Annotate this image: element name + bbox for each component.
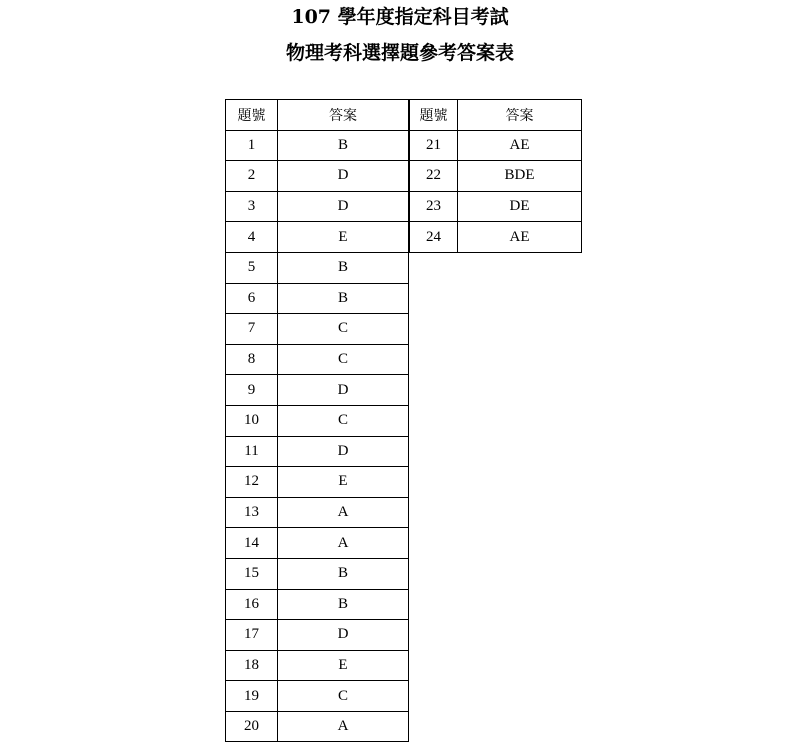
header-answer: 答案: [458, 100, 582, 131]
question-number: 20: [226, 711, 278, 742]
answer-value: D: [278, 375, 409, 406]
question-number: 15: [226, 558, 278, 589]
header-question-number: 題號: [226, 100, 278, 131]
table-row: [226, 528, 409, 559]
table-row: [226, 589, 409, 620]
answer-value: B: [278, 283, 409, 314]
question-number: 5: [226, 252, 278, 283]
table-row: [226, 467, 409, 498]
question-number: 23: [410, 191, 458, 222]
table-row: [226, 497, 409, 528]
question-number: 3: [226, 191, 278, 222]
document-subtitle: 物理考科選擇題參考答案表: [285, 42, 514, 64]
answer-value: D: [278, 620, 409, 651]
question-number: 21: [410, 130, 458, 161]
question-number: 14: [226, 528, 278, 559]
table-row: [226, 436, 409, 467]
question-number: 4: [226, 222, 278, 253]
table-row: [226, 620, 409, 651]
document-title: 107 學年度指定科目考試: [291, 6, 509, 28]
table-row: [226, 314, 409, 345]
question-number: 18: [226, 650, 278, 681]
table-row: [226, 130, 409, 161]
table-row: [226, 344, 409, 375]
answer-rows-left: [226, 130, 409, 742]
question-number: 11: [226, 436, 278, 467]
answer-value: A: [278, 497, 409, 528]
question-number: 22: [410, 161, 458, 192]
answer-table-right: [409, 99, 582, 253]
answer-value: AE: [458, 130, 582, 161]
answer-value: C: [278, 681, 409, 712]
answer-rows-right: [410, 130, 582, 252]
answer-value: C: [278, 405, 409, 436]
table-row: [410, 222, 582, 253]
table-row: [226, 222, 409, 253]
table-row: [226, 558, 409, 589]
table-row: [410, 161, 582, 192]
table-row: [226, 161, 409, 192]
table-row: [410, 191, 582, 222]
question-number: 1: [226, 130, 278, 161]
answer-table-left: [225, 99, 409, 742]
answer-value: B: [278, 558, 409, 589]
table-row: [226, 405, 409, 436]
question-number: 8: [226, 344, 278, 375]
answer-value: E: [278, 467, 409, 498]
answer-value: B: [278, 130, 409, 161]
header-answer: 答案: [278, 100, 409, 131]
table-row: [226, 252, 409, 283]
answer-value: D: [278, 191, 409, 222]
answer-value: C: [278, 314, 409, 345]
question-number: 13: [226, 497, 278, 528]
answer-value: D: [278, 436, 409, 467]
question-number: 17: [226, 620, 278, 651]
table-header-row: [226, 100, 409, 131]
answer-value: A: [278, 711, 409, 742]
question-number: 9: [226, 375, 278, 406]
answer-value: DE: [458, 191, 582, 222]
answer-value: BDE: [458, 161, 582, 192]
table-row: [410, 130, 582, 161]
answer-value: B: [278, 252, 409, 283]
question-number: 10: [226, 405, 278, 436]
table-row: [226, 375, 409, 406]
answer-value: D: [278, 161, 409, 192]
answer-value: C: [278, 344, 409, 375]
question-number: 7: [226, 314, 278, 345]
table-row: [226, 650, 409, 681]
table-header-row: [410, 100, 582, 131]
table-row: [226, 283, 409, 314]
question-number: 6: [226, 283, 278, 314]
table-row: [226, 191, 409, 222]
table-row: [226, 711, 409, 742]
answer-value: B: [278, 589, 409, 620]
question-number: 2: [226, 161, 278, 192]
question-number: 24: [410, 222, 458, 253]
question-number: 12: [226, 467, 278, 498]
header-question-number: 題號: [410, 100, 458, 131]
answer-value: AE: [458, 222, 582, 253]
answer-value: E: [278, 222, 409, 253]
question-number: 16: [226, 589, 278, 620]
answer-value: E: [278, 650, 409, 681]
question-number: 19: [226, 681, 278, 712]
answer-value: A: [278, 528, 409, 559]
table-row: [226, 681, 409, 712]
